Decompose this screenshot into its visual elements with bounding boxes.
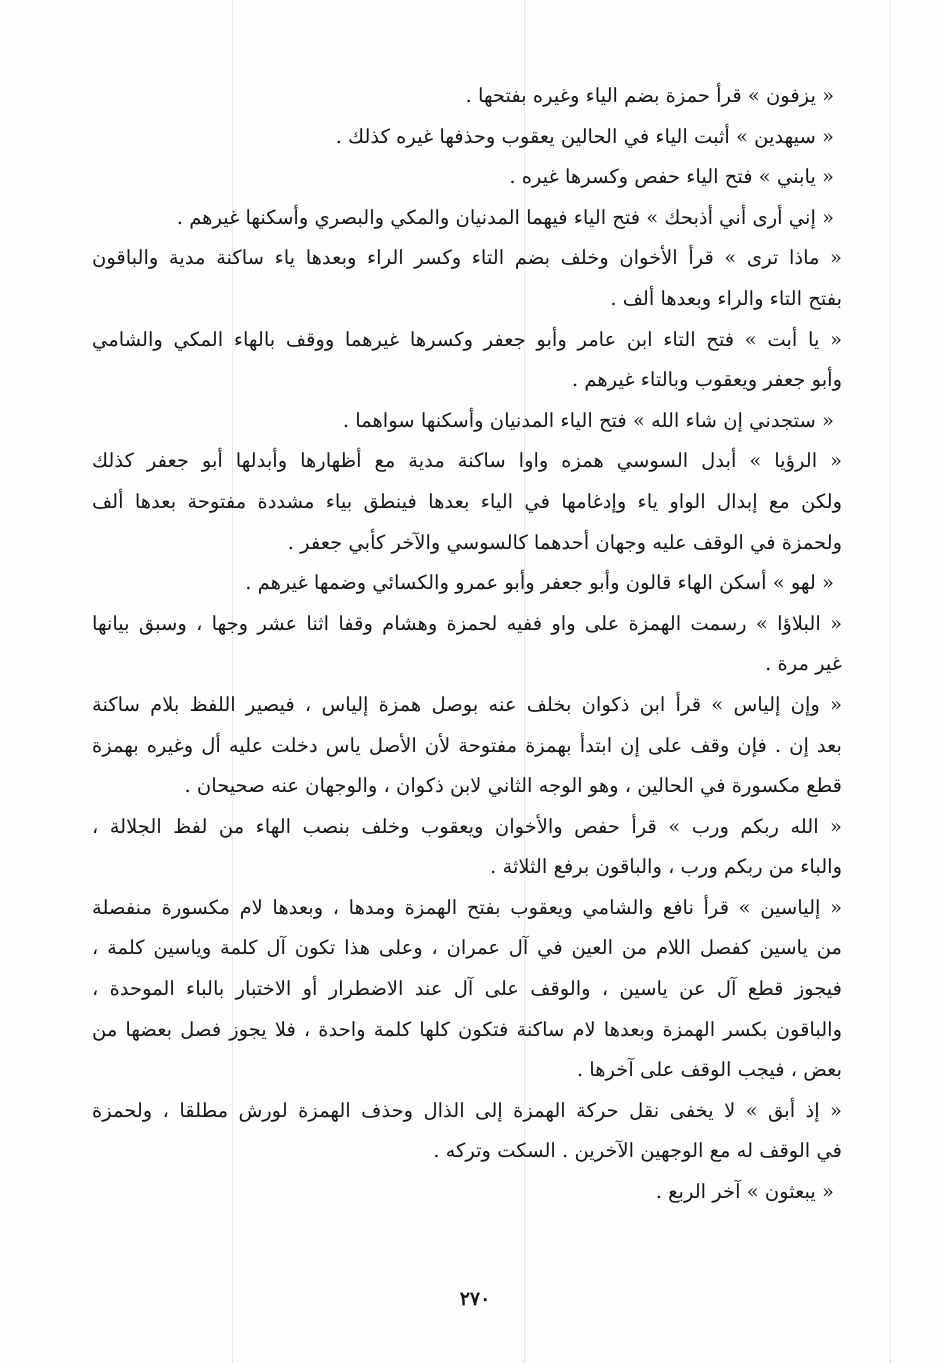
text-line: في الوقف له مع الوجهين الآخرين . السكت وتركه . <box>433 1139 842 1163</box>
text-line: قطع مكسورة في الحالين ، وهو الوجه الثاني لابن ذكوان ، والوجهان عنه صحيحان . <box>184 774 842 798</box>
text-line: « يا أبت » فتح التاء ابن عامر وأبو جعفر وكسرها غيرهما ووقف بالهاء المكي والشامي <box>92 327 842 351</box>
page-number: ٢٧٠ <box>459 1288 491 1310</box>
text-line: ولكن مع إبدال الواو ياء وإدغامها في الياء بعدها فينطق بياء مشددة مفتوحة بعدها ألف <box>92 489 842 513</box>
text-line: « يزفون » قرأ حمزة بضم الياء وغيره بفتحها . <box>465 84 834 107</box>
text-line: « إلياسين » قرأ نافع والشامي ويعقوب بفتح الهمزة ومدها ، وبعدها لام مكسورة منفصلة <box>92 895 842 919</box>
scan-artifact <box>890 0 891 1363</box>
text-line: والباقون بكسر الهمزة وبعدها لام ساكنة فتكون كلها كلمة واحدة ، فلا يجوز فصل بعضها من <box>92 1017 842 1041</box>
text-line: « إذ أبق » لا يخفى نقل حركة الهمزة إلى الذال وحذف الهمزة لورش مطلقا ، ولحمزة <box>92 1098 842 1122</box>
text-line: « الرؤيا » أبدل السوسي همزه واوا ساكنة مدية مع أظهارها وأبدلها أبو جعفر كذلك <box>92 449 842 473</box>
text-line: « ماذا ترى » قرأ الأخوان وخلف بضم التاء وكسر الراء وبعدها ياء ساكنة مدية والباقون <box>92 246 842 270</box>
text-line: « ستجدني إن شاء الله » فتح الياء المدنيان وأسكنها سواهما . <box>342 408 834 432</box>
text-line: والباء من ربكم ورب ، والباقون برفع الثلاثة . <box>490 855 842 879</box>
text-line: بفتح التاء والراء وبعدها ألف . <box>610 286 842 310</box>
text-line: « يبعثون » آخر الربع . <box>655 1180 834 1204</box>
text-line: « سيهدين » أثبت الياء في الحالين يعقوب وحذفها غيره كذلك . <box>335 124 834 148</box>
text-line: « يابني » فتح الياء حفص وكسرها غيره . <box>509 165 834 189</box>
text-line: « الله ربكم ورب » قرأ حفص والأخوان ويعقوب وخلف بنصب الهاء من لفظ الجلالة ، <box>92 814 842 838</box>
text-line: من ياسين كفصل اللام من العين في آل عمران ، وعلى هذا تكون آل كلمة وياسين كلمة ، <box>92 936 842 960</box>
text-line: « البلاؤا » رسمت الهمزة على واو ففيه لحمزة وهشام وقفا اثنا عشر وجها ، وسبق بيانها <box>92 611 842 635</box>
text-line: « لهو » أسكن الهاء قالون وأبو جعفر وأبو عمرو والكسائي وضمها غيرهم . <box>245 571 834 595</box>
text-line: بعد إن . فإن وقف على إن ابتدأ بهمزة مفتوحة لأن الأصل ياس دخلت عليه أل وغيره بهمزة <box>92 733 842 757</box>
text-line: بعض ، فيجب الوقف على آخرها . <box>576 1058 842 1082</box>
text-line: فيجوز قطع آل عن ياسين ، والوقف على آل عند الاضطرار أو الاختبار بالباء الموحدة ، <box>92 977 842 1001</box>
text-line: وأبو جعفر ويعقوب وبالتاء غيرهم . <box>572 368 842 392</box>
text-line: « وإن إلياس » قرأ ابن ذكوان بخلف عنه بوصل همزة إلياس ، فيصير اللفظ بلام ساكنة <box>92 692 842 716</box>
body-text <box>92 76 842 1213</box>
text-line: « إني أرى أني أذبحك » فتح الياء فيهما المدنيان والمكي والبصري وأسكنها غيرهم . <box>176 205 834 229</box>
text-line: ولحمزة في الوقف عليه وجهان أحدهما كالسوسي والآخر كأبي جعفر . <box>287 530 842 554</box>
text-line: غير مرة . <box>765 652 842 676</box>
